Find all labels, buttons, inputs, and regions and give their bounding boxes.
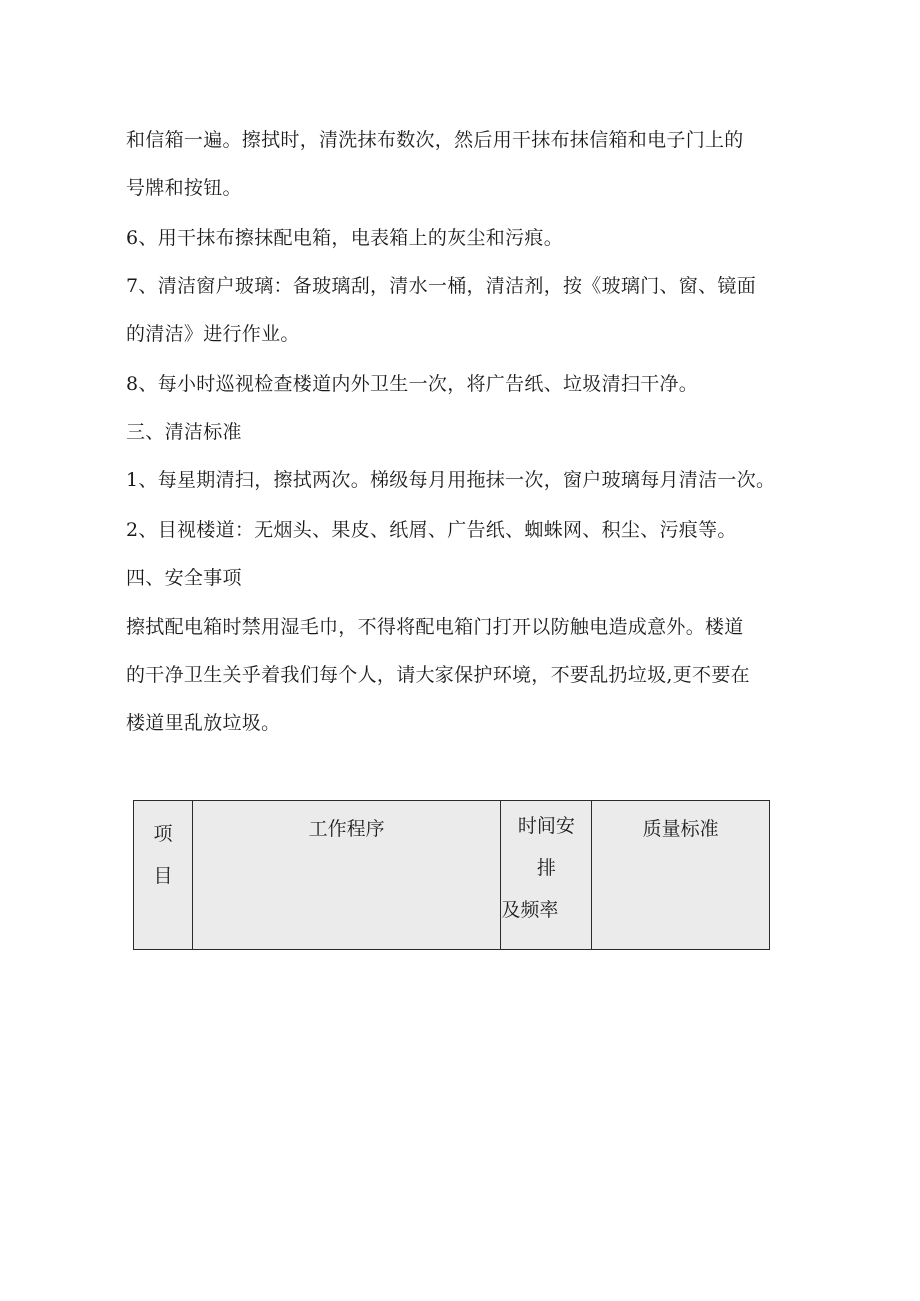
- text-line: 和信箱一遍。擦拭时，清洗抹布数次，然后用干抹布抹信箱和电子门上的: [126, 129, 744, 151]
- section-heading-cleaning-standard: [126, 408, 786, 456]
- text-line: 2、目视楼道：无烟头、果皮、纸屑、广告纸、蜘蛛网、积尘、污痕等。: [126, 519, 737, 541]
- paragraph-step-8: [126, 360, 786, 408]
- text-line: 的干净卫生关乎着我们每个人，请大家保护环境，不要乱扔垃圾,更不要在: [126, 664, 750, 686]
- header-time-line: 时间安: [517, 815, 575, 837]
- header-cell-quality: [592, 801, 770, 950]
- text-line: 的清洁》进行作业。: [126, 323, 300, 345]
- table-header-row: [134, 801, 770, 950]
- work-procedure-table: [133, 800, 770, 950]
- paragraph-standard-2: [126, 506, 786, 554]
- text-line: 6、用干抹布擦抹配电箱，电表箱上的灰尘和污痕。: [126, 227, 563, 249]
- header-procedure-label: 工作程序: [308, 818, 385, 840]
- paragraph-mailbox-cleaning: [126, 116, 786, 212]
- paragraph-step-6: [126, 214, 786, 262]
- text-line: 7、清洁窗户玻璃：备玻璃刮，清水一桶，清洁剂，按《玻璃门、窗、镜面: [126, 275, 756, 297]
- header-cell-item: [134, 801, 193, 950]
- header-time-line: 及频率: [501, 899, 559, 921]
- text-line: 楼道里乱放垃圾。: [126, 712, 281, 734]
- text-line: 号牌和按钮。: [126, 177, 242, 199]
- header-time-line: 排: [536, 857, 556, 879]
- paragraph-safety: [126, 603, 786, 747]
- header-quality-label: 质量标准: [642, 818, 719, 840]
- section-heading: 四、安全事项: [126, 567, 242, 589]
- header-item-char: 项: [153, 823, 173, 845]
- paragraph-standard-1: [126, 456, 786, 504]
- header-cell-procedure: [192, 801, 500, 950]
- header-cell-time: [501, 801, 592, 950]
- section-heading: 三、清洁标准: [126, 421, 242, 443]
- text-line: 擦拭配电箱时禁用湿毛巾，不得将配电箱门打开以防触电造成意外。楼道: [126, 616, 744, 638]
- paragraph-step-7: [126, 262, 786, 358]
- header-item-char: 目: [153, 865, 173, 887]
- section-heading-safety: [126, 554, 786, 602]
- text-line: 8、每小时巡视检查楼道内外卫生一次，将广告纸、垃圾清扫干净。: [126, 373, 699, 395]
- text-line: 1、每星期清扫，擦拭两次。梯级每月用拖抹一次，窗户玻璃每月清洁一次。: [126, 469, 776, 491]
